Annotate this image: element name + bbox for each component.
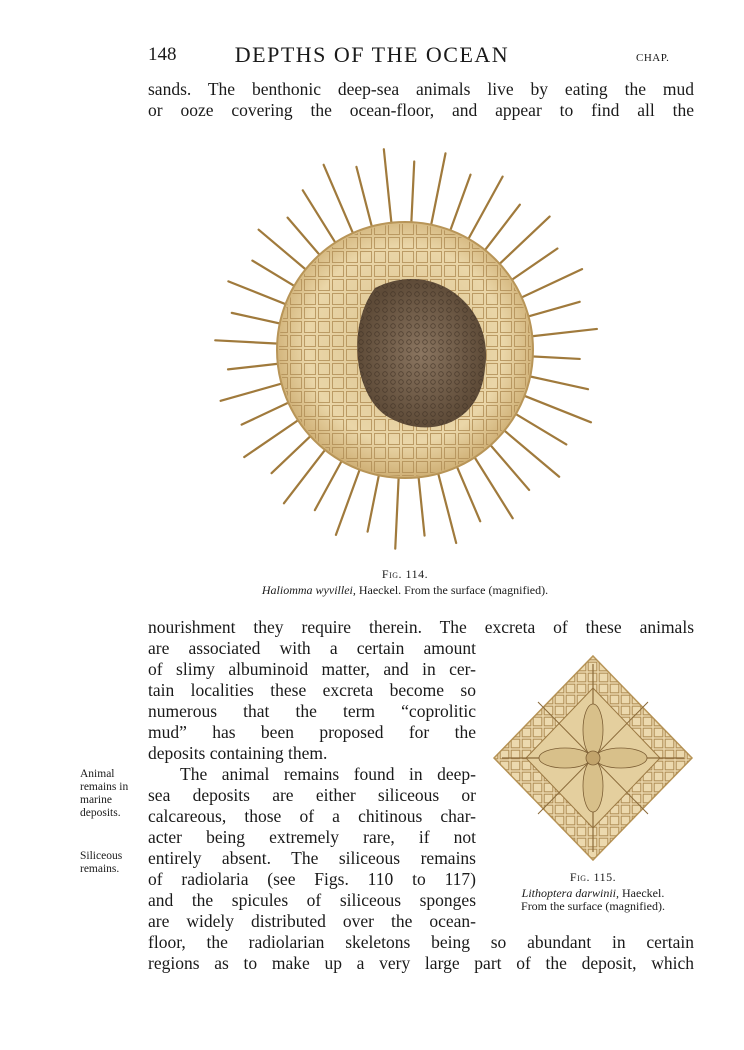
species-name: Haliomma wyvillei,	[261, 583, 356, 597]
text-line: acter being extremely rare, if not	[148, 827, 476, 847]
text-line: sands. The benthonic deep-sea animals live by eating the mud	[148, 79, 694, 99]
radiolarian-lithoptera-illustration	[488, 650, 698, 865]
margin-note-animal-remains: Animal remains in marine deposits.	[80, 768, 129, 819]
text-line: floor, the radiolarian skeletons being so abundant in certain	[148, 932, 694, 952]
text-line: entirely absent. The siliceous remains	[148, 848, 476, 868]
figure-114-caption	[170, 583, 640, 598]
body-column	[148, 638, 476, 932]
caption-text: Haeckel. From the surface (magnified).	[355, 583, 549, 597]
text-line: tain localities these excreta become so	[148, 680, 476, 700]
text-line: calcareous, those of a chitinous char-	[148, 806, 476, 826]
caption-text: From the surface (magnified).	[521, 899, 665, 913]
text-line: regions as to make up a very large part of the deposit, which	[148, 953, 694, 973]
chapter-label: CHAP.	[636, 52, 670, 64]
text-line: The animal remains found in deep-	[180, 764, 476, 784]
figure-115-caption	[478, 887, 708, 913]
body-line-full	[148, 617, 694, 638]
text-line: are associated with a certain amount	[148, 638, 476, 658]
text-line: of radiolaria (see Figs. 110 to 117)	[148, 869, 476, 889]
figure-114-number: Fig. 114.	[381, 567, 429, 581]
text-line: are widely distributed over the ocean-	[148, 911, 476, 931]
text-line: numerous that the term “coprolitic	[148, 701, 476, 721]
text-line: deposits containing them.	[148, 743, 328, 763]
text-line: or ooze covering the ocean-floor, and appear to find all the	[148, 100, 694, 120]
body-bottom	[148, 932, 694, 974]
margin-note-siliceous: Siliceous remains.	[80, 850, 123, 875]
species-name: Lithoptera darwinii,	[521, 886, 620, 900]
text-line: mud” has been proposed for the	[148, 722, 476, 742]
radiolarian-haliomma-illustration	[205, 138, 605, 558]
running-title: DEPTHS OF THE OCEAN	[234, 42, 510, 67]
caption-text: Haeckel.	[619, 886, 665, 900]
figure-115-number: Fig. 115.	[569, 870, 617, 884]
text-line: of slimy albuminoid matter, and in cer-	[148, 659, 476, 679]
text-line: nourishment they require therein. The excreta of these animals	[148, 617, 694, 637]
page-number: 148	[148, 44, 177, 65]
text-line: and the spicules of siliceous sponges	[148, 890, 476, 910]
top-paragraph	[148, 79, 694, 121]
text-line: sea deposits are either siliceous or	[148, 785, 476, 805]
